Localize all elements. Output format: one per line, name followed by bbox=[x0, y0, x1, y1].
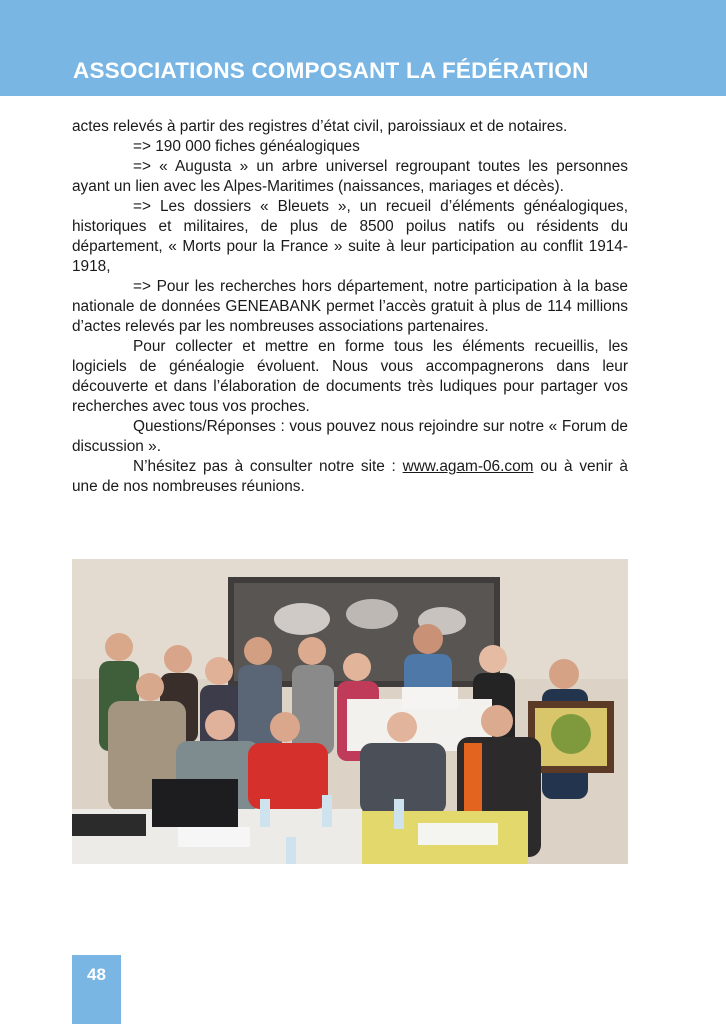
paragraph: => « Augusta » un arbre universel regroupant toutes les personnes ayant un lien avec les Alpes-Maritimes (naissances, mariages et décès). bbox=[72, 158, 628, 195]
page-title: ASSOCIATIONS COMPOSANT LA FÉDÉRATION bbox=[73, 58, 589, 83]
paragraph: => Les dossiers « Bleuets », un recueil d’éléments généalogiques, historiques et militaires, de plus de 8500 poilus natifs ou résidents du département, « Morts pour la France » suite à leur participation au conflit 1914-1918, bbox=[72, 198, 628, 275]
paragraph: => Pour les recherches hors département, notre participation à la base nationale de données GENEABANK permet l’accès gratuit à plus de 114 millions d’actes relevés par les nombreuses associations partenaires. bbox=[72, 278, 628, 335]
paragraph-last bbox=[72, 457, 628, 497]
group-photo bbox=[72, 559, 628, 864]
body-text bbox=[72, 117, 628, 497]
paragraph: actes relevés à partir des registres d’état civil, paroissiaux et de notaires. bbox=[72, 118, 568, 135]
page-number: 48 bbox=[87, 965, 106, 984]
paragraph-text-start: N’hésitez pas à consulter notre site : bbox=[133, 458, 403, 475]
paragraph: Pour collecter et mettre en forme tous les éléments recueillis, les logiciels de généalogie évoluent. Nous vous accompagnerons dans leur découverte et dans l’élaboration de documents très ludiques pour partager vos recherches avec tous vos proches. bbox=[72, 338, 628, 415]
website-link[interactable]: www.agam-06.com bbox=[402, 458, 534, 475]
page-header bbox=[0, 0, 726, 96]
paragraph-text-end: ou à venir à une de nos nombreuses réunions. bbox=[72, 458, 628, 495]
paragraph: Questions/Réponses : vous pouvez nous rejoindre sur notre « Forum de discussion ». bbox=[72, 418, 628, 455]
page-number-tab bbox=[72, 955, 121, 1024]
paragraph: => 190 000 fiches généalogiques bbox=[133, 138, 360, 155]
